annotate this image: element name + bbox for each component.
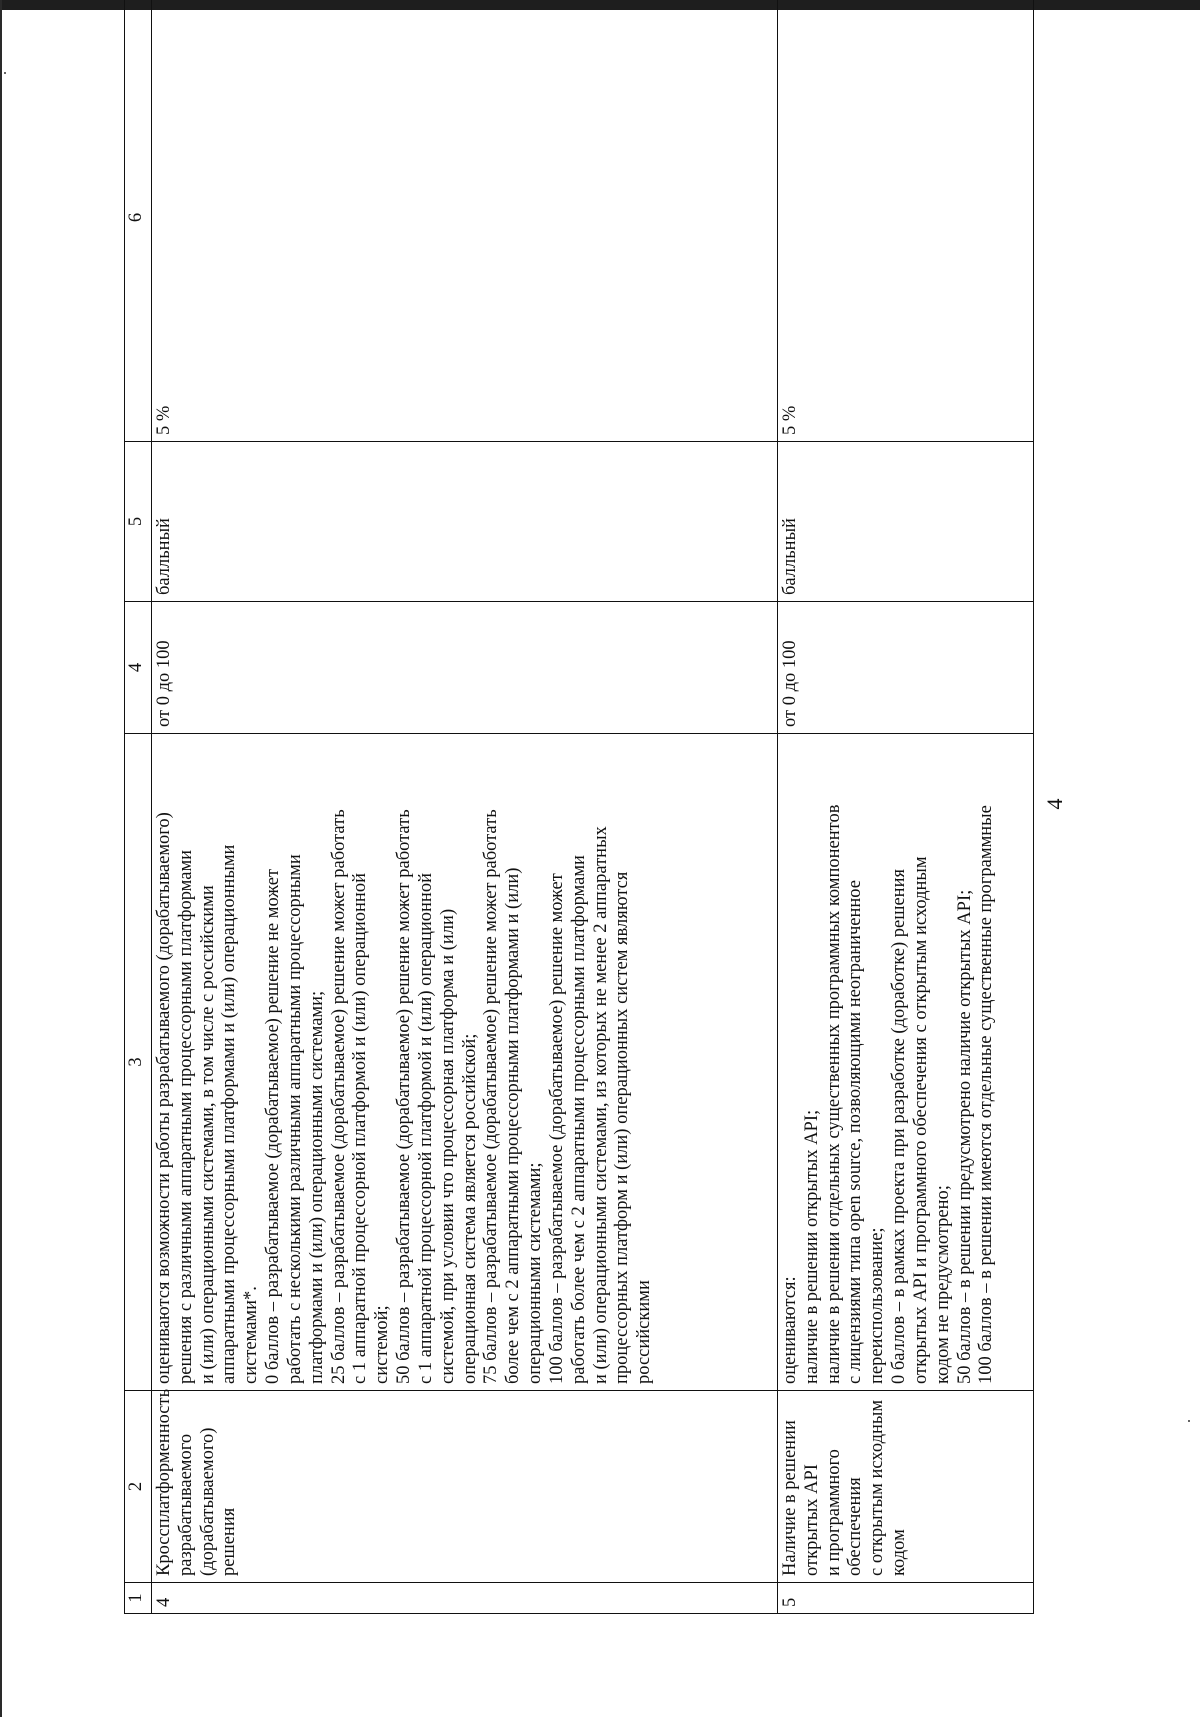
score-range: от 0 до 100 bbox=[152, 602, 778, 734]
column-header-1: 1 bbox=[125, 1583, 152, 1614]
table-row-cross-platform bbox=[152, 0, 778, 1614]
criterion-weight: 5 % bbox=[152, 0, 778, 442]
description-line: 25 баллов – разрабатываемое (дорабатываемое) решение может работать bbox=[328, 809, 349, 1384]
criterion-line: разрабатываемого bbox=[175, 1433, 196, 1576]
description-line: 50 баллов – разрабатываемое (дорабатываемое) решение может работать bbox=[394, 809, 415, 1384]
column-number-row bbox=[125, 0, 152, 1614]
score-range: от 0 до 100 bbox=[778, 602, 1034, 734]
description-line: 50 баллов – в решении предусмотрено наличие открытых API; bbox=[954, 889, 975, 1384]
criterion-line: с открытым исходным bbox=[867, 1399, 888, 1576]
description-line: 100 баллов – разрабатываемое (дорабатываемое) решение может bbox=[546, 873, 567, 1384]
criterion-line: Наличие в решении bbox=[780, 1420, 800, 1576]
description-line: и (или) операционными системами, из которых не менее 2 аппаратных bbox=[590, 826, 611, 1384]
description-line: процессорных платформ и (или) операционных систем являются bbox=[612, 871, 633, 1384]
criterion-line: решения bbox=[219, 1507, 240, 1576]
page-number: 4 bbox=[1042, 798, 1067, 810]
rotated-document-sheet bbox=[124, 0, 1074, 1614]
criterion-line: Кроссплатформенность bbox=[154, 1388, 174, 1576]
criterion-line: и программного bbox=[823, 1449, 844, 1576]
description-line: 75 баллов – разрабатываемое (дорабатываемое) решение может работать bbox=[481, 809, 502, 1384]
scan-speck bbox=[1188, 1420, 1190, 1422]
description-line: оцениваются: bbox=[780, 1276, 800, 1384]
description-line: наличие в решении отдельных существенных программных компонентов bbox=[823, 804, 844, 1384]
description-line: системами*. bbox=[241, 1286, 262, 1384]
description-line: наличие в решении открытых API; bbox=[801, 1109, 822, 1384]
description-line: операционная система является российской; bbox=[459, 1033, 480, 1384]
table-row-open-api bbox=[778, 0, 1034, 1614]
criterion-line: открытых API bbox=[801, 1464, 822, 1576]
column-header-2: 2 bbox=[125, 1391, 152, 1583]
description-line: 0 баллов – в рамках проекта при разработке (доработке) решения bbox=[889, 869, 910, 1384]
description-line: и (или) операционными системами, в том числе с российскими bbox=[197, 885, 218, 1384]
description-line: с 1 аппаратной процессорной платформой и (или) операционной bbox=[415, 873, 436, 1384]
description-line: с 1 аппаратной процессорной платформой и (или) операционной bbox=[350, 873, 371, 1384]
column-header-4: 4 bbox=[125, 602, 152, 734]
description-line: 100 баллов – в решении имеются отдельные существенные программные bbox=[976, 805, 997, 1384]
row-number: 5 bbox=[778, 1583, 1034, 1614]
criterion-name bbox=[778, 1391, 1034, 1583]
scale-type: балльный bbox=[778, 442, 1034, 602]
description-line: аппаратными процессорными платформами и (или) операционными bbox=[219, 844, 240, 1384]
description-line: переиспользование; bbox=[867, 1227, 888, 1384]
description-line: платформами и (или) операционными системами; bbox=[306, 990, 327, 1384]
description-line: системой, при условии что процессорная платформа и (или) bbox=[437, 908, 458, 1384]
description-line: операционными системами; bbox=[525, 1162, 546, 1384]
description-line: системой; bbox=[372, 1305, 393, 1384]
criterion-line: кодом bbox=[889, 1529, 910, 1576]
column-header-5: 5 bbox=[125, 442, 152, 602]
criterion-description bbox=[152, 734, 778, 1391]
column-header-3: 3 bbox=[125, 734, 152, 1391]
criterion-weight: 5 % bbox=[778, 0, 1034, 442]
description-line: открытых API и программного обеспечения с открытым исходным bbox=[910, 856, 931, 1384]
criterion-name bbox=[152, 1388, 778, 1583]
description-line: работать с несколькими различными аппаратными процессорными bbox=[284, 854, 305, 1384]
description-line: более чем с 2 аппаратными процессорными платформами и (или) bbox=[503, 867, 524, 1384]
scan-speck bbox=[4, 72, 6, 74]
description-line: решения с различными аппаратными процессорными платформами bbox=[175, 849, 196, 1384]
criterion-description bbox=[778, 734, 1034, 1391]
description-line: оцениваются возможности работы разрабатываемого (дорабатываемого) bbox=[154, 812, 174, 1384]
description-line: кодом не предусмотрено; bbox=[932, 1185, 953, 1384]
description-line: 0 баллов – разрабатываемое (дорабатываемое) решение не может bbox=[263, 868, 284, 1384]
description-line: российскими bbox=[634, 1280, 655, 1384]
scan-left-edge bbox=[0, 0, 2, 1717]
description-line: с лицензиями типа open source, позволяющими неограниченное bbox=[845, 880, 866, 1384]
row-number: 4 bbox=[152, 1583, 778, 1614]
column-header-6: 6 bbox=[125, 0, 152, 442]
scale-type: балльный bbox=[152, 442, 778, 602]
criteria-table bbox=[124, 0, 1034, 1614]
description-line: работать более чем с 2 аппаратными процессорными платформами bbox=[568, 855, 589, 1384]
criterion-line: (дорабатываемого) bbox=[197, 1427, 218, 1576]
criterion-line: обеспечения bbox=[845, 1477, 866, 1576]
